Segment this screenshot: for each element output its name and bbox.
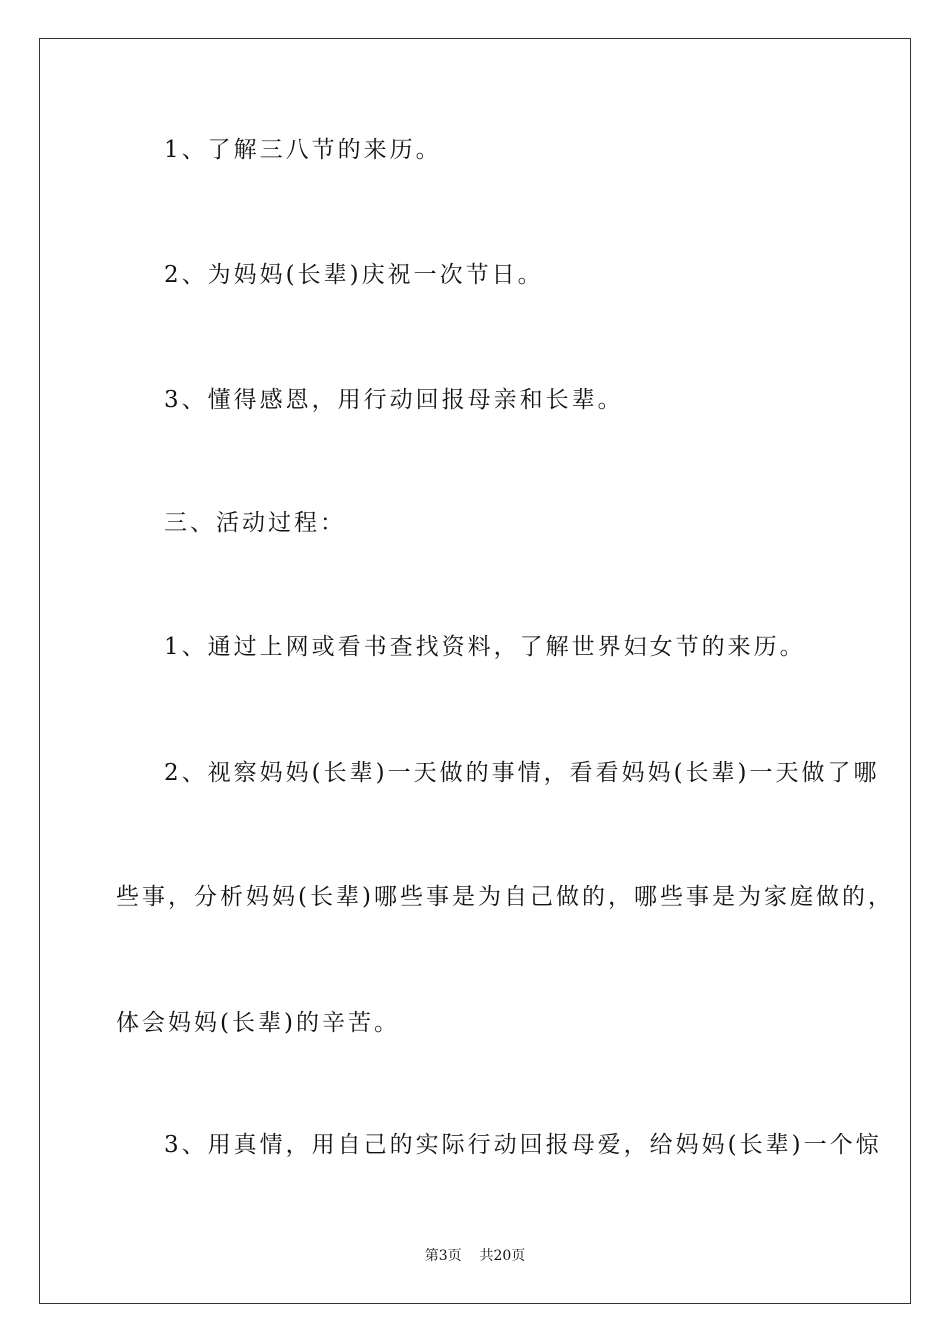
- goal-item-3: 3、懂得感恩，用行动回报母亲和长辈。: [164, 387, 624, 413]
- process-item-2-line-1: 2、视察妈妈(长辈)一天做的事情，看看妈妈(长辈)一天做了哪: [164, 760, 880, 786]
- goal-item-1: 1、了解三八节的来历。: [164, 137, 442, 163]
- section-heading-activity-process: 三、活动过程：: [164, 510, 346, 536]
- process-item-1: 1、通过上网或看书查找资料，了解世界妇女节的来历。: [164, 634, 806, 660]
- page-border: [39, 38, 911, 1304]
- page-number-footer: 第3页 共20页: [424, 1248, 526, 1264]
- process-item-3-line-1: 3、用真情，用自己的实际行动回报母爱，给妈妈(长辈)一个惊: [164, 1132, 882, 1158]
- process-item-2-line-2: 些事，分析妈妈(长辈)哪些事是为自己做的，哪些事是为家庭做的，: [116, 884, 894, 910]
- process-item-2-line-3: 体会妈妈(长辈)的辛苦。: [116, 1010, 400, 1036]
- goal-item-2: 2、为妈妈(长辈)庆祝一次节日。: [164, 262, 544, 288]
